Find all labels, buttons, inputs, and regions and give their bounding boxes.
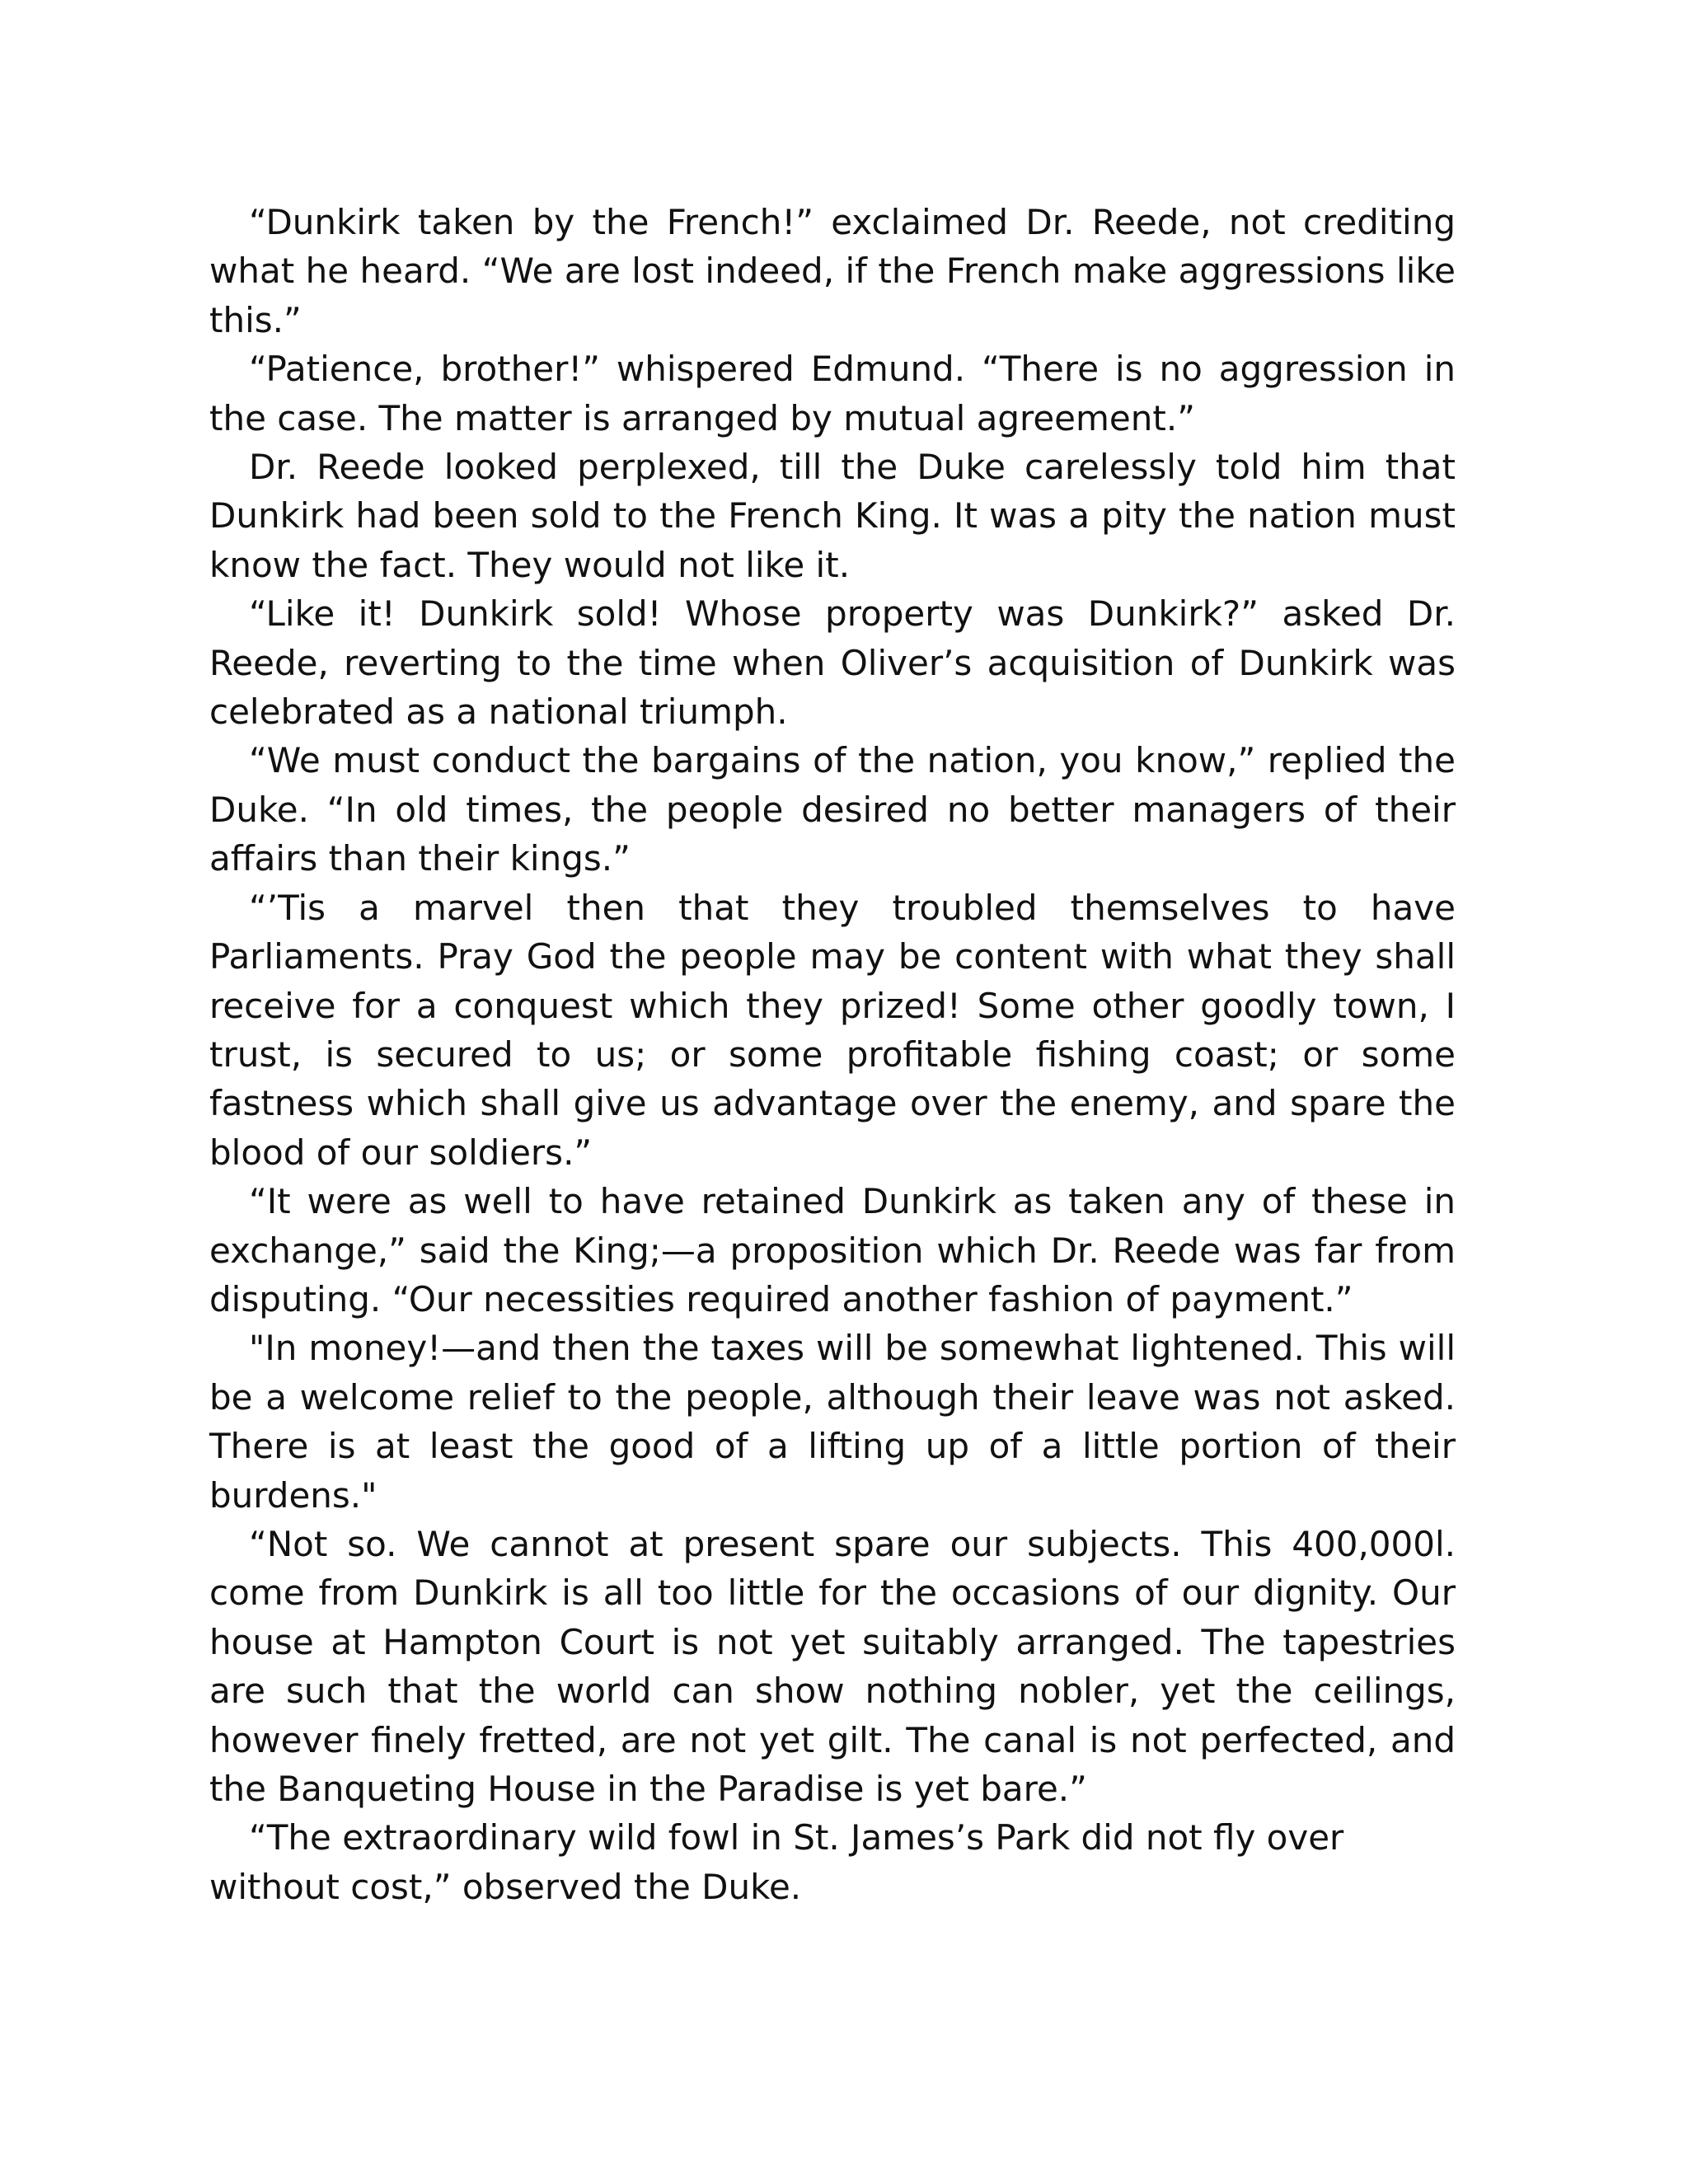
paragraph-9: “Not so. We cannot at present spare our subjects. This 400,000l. come from Dunkirk is all too little for the occasions of our dignity. Our house at Hampton Court is not yet suitably arranged. The tapestries are such that the world can show nothing nobler, yet the ceilings, however finely fretted, are not yet gilt. The canal is not perfected, and the Banqueting House in the Paradise is yet bare.” — [209, 1523, 1456, 1809]
paragraph-5: “We must conduct the bargains of the nation, you know,” replied the Duke. “In old times, the people desired no better managers of their affairs than their kings.” — [209, 740, 1456, 879]
paragraph-1: “Dunkirk taken by the French!” exclaimed Dr. Reede, not crediting what he heard. “We are lost indeed, if the French make aggressions like this.” — [209, 202, 1456, 340]
paragraph-4: “Like it! Dunkirk sold! Whose property was Dunkirk?” asked Dr. Reede, reverting to the time when Oliver’s acquisition of Dunkirk was celebrated as a national triumph. — [209, 593, 1456, 733]
paragraph-3: Dr. Reede looked perplexed, till the Duke carelessly told him that Dunkirk had been sold to the French King. It was a pity the nation must know the fact. They would not like it. — [209, 447, 1456, 585]
paragraph-6: “’Tis a marvel then that they troubled themselves to have Parliaments. Pray God the people may be content with what they shall receive for a conquest which they prized! Some other goodly town, I trust, is secured to us; or some profitable fishing coast; or some fastness which shall give us advantage over the enemy, and spare the blood of our soldiers.” — [209, 887, 1456, 1173]
page-text — [209, 198, 1456, 1911]
paragraph-7: “It were as well to have retained Dunkirk as taken any of these in exchange,” said the King;—a proposition which Dr. Reede was far from disputing. “Our necessities required another fashion of payment.” — [209, 1181, 1456, 1319]
paragraph-10: “The extraordinary wild fowl in St. James’s Park did not fly over without cost,” observed the Duke. — [209, 1817, 1344, 1907]
paragraph-2: “Patience, brother!” whispered Edmund. “There is no aggression in the case. The matter is arranged by mutual agreement.” — [209, 349, 1456, 438]
paragraph-8: "In money!—and then the taxes will be somewhat lightened. This will be a welcome relief to the people, although their leave was not asked. There is at least the good of a lifting up of a little portion of their burdens." — [209, 1328, 1456, 1516]
